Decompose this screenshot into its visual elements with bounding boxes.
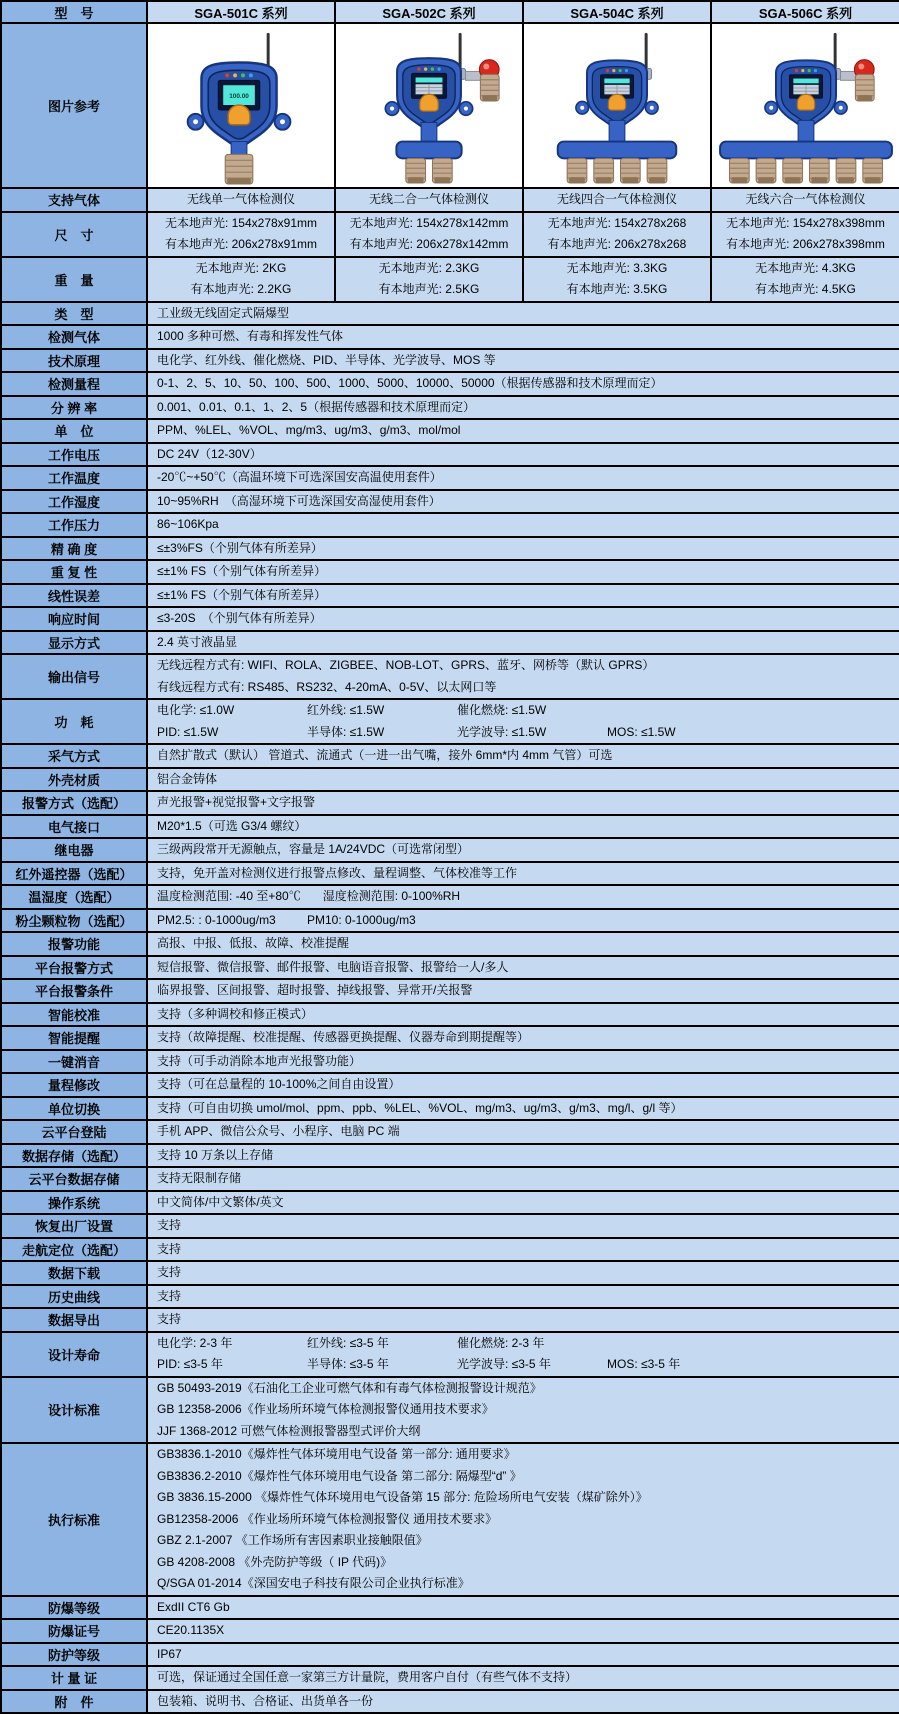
spec-row-value: 温度检测范围: -40 至+80℃ 湿度检测范围: 0-100%RH	[147, 885, 899, 909]
spec-row	[1, 1073, 899, 1097]
spec-row	[1, 325, 899, 349]
spec-row-label: 工作湿度	[1, 490, 147, 514]
spec-row	[1, 1308, 899, 1332]
spec-row-label: 外壳材质	[1, 768, 147, 792]
spec-row-label: 计 量 证	[1, 1666, 147, 1690]
size-row	[1, 212, 899, 257]
spec-row-label: 采气方式	[1, 744, 147, 768]
spec-row-label: 防爆等级	[1, 1596, 147, 1620]
spec-row-label: 恢复出厂设置	[1, 1214, 147, 1238]
spec-row	[1, 1003, 899, 1027]
gas-detector-illustration	[713, 25, 899, 186]
spec-row-value: 支持 10 万条以上存储	[147, 1144, 899, 1168]
spec-row-value: IP67	[147, 1643, 899, 1667]
spec-row-label: 电气接口	[1, 815, 147, 839]
spec-row	[1, 885, 899, 909]
spec-row	[1, 1191, 899, 1215]
spec-row-label: 防爆证号	[1, 1619, 147, 1643]
gas-cell: 无线四合一气体检测仪	[523, 188, 711, 212]
spec-row-value: 支持	[147, 1308, 899, 1332]
spec-row	[1, 1261, 899, 1285]
spec-row-label: 检测气体	[1, 325, 147, 349]
spec-row-value: 支持	[147, 1238, 899, 1262]
spec-row	[1, 1690, 899, 1714]
spec-row	[1, 1443, 899, 1596]
spec-row-value: ≤3-20S （个别气体有所差异）	[147, 607, 899, 631]
spec-row-label: 工作电压	[1, 443, 147, 467]
spec-row-value: 支持	[147, 1261, 899, 1285]
spec-row-value: 无线远程方式有: WIFI、ROLA、ZIGBEE、NOB-LOT、GPRS、蓝牙、网桥等（默认 GPRS） 有线远程方式有: RS485、RS232、4-20mA、0-5V、以太网口等	[147, 654, 899, 699]
spec-row-value: 支持	[147, 1214, 899, 1238]
spec-row-value: 支持（可在总量程的 10-100%之间自由设置）	[147, 1073, 899, 1097]
spec-row-value: 86~106Kpa	[147, 513, 899, 537]
spec-row-value: -20℃~+50℃（高温环境下可选深国安高温使用套件）	[147, 466, 899, 490]
row-label-images: 图片参考	[1, 23, 147, 188]
spec-row-label: 数据存储（选配）	[1, 1144, 147, 1168]
spec-row-label: 工作压力	[1, 513, 147, 537]
spec-row	[1, 443, 899, 467]
model-name-sga-502c: SGA-502C 系列	[335, 1, 523, 23]
spec-row-label: 功 耗	[1, 699, 147, 744]
spec-row-value: 2.4 英寸液晶显	[147, 631, 899, 655]
spec-row-value: 支持（可自由切换 umol/mol、ppm、ppb、%LEL、%VOL、mg/m3、ug/m3、g/m3、mg/l、g/l 等）	[147, 1097, 899, 1121]
spec-row-label: 报警功能	[1, 932, 147, 956]
spec-row-label: 单 位	[1, 419, 147, 443]
spec-row-label: 红外遥控器（选配）	[1, 862, 147, 886]
spec-row	[1, 932, 899, 956]
product-image-cell	[147, 23, 335, 188]
spec-row	[1, 584, 899, 608]
spec-row-value: PM2.5: : 0-1000ug/m3 PM10: 0-1000ug/m3	[147, 909, 899, 933]
spec-row-label: 单位切换	[1, 1097, 147, 1121]
spec-row	[1, 862, 899, 886]
spec-row-label: 类 型	[1, 302, 147, 326]
spec-row-label: 云平台数据存储	[1, 1167, 147, 1191]
gas-cell: 无线二合一气体检测仪	[335, 188, 523, 212]
spec-row-label: 分 辨 率	[1, 396, 147, 420]
spec-row-value: 0-1、2、5、10、50、100、500、1000、5000、10000、50000（根据传感器和技术原理而定）	[147, 372, 899, 396]
spec-row-label: 检测量程	[1, 372, 147, 396]
spec-row	[1, 1285, 899, 1309]
supported-gas-row	[1, 188, 899, 212]
spec-row-value: 电化学: 2-3 年 红外线: ≤3-5 年 催化燃烧: 2-3 年 PID: ≤3-5 年 半导体: ≤3-5 年 光学波导: ≤3-5 年 MOS: ≤3-5 年	[147, 1332, 899, 1377]
spec-row	[1, 909, 899, 933]
spec-row-value: 0.001、0.01、0.1、1、2、5（根据传感器和技术原理而定）	[147, 396, 899, 420]
spec-row-value: DC 24V（12-30V）	[147, 443, 899, 467]
spec-row-label: 设计寿命	[1, 1332, 147, 1377]
spec-row	[1, 791, 899, 815]
gas-cell: 无线六合一气体检测仪	[711, 188, 899, 212]
spec-row-value: ExdII CT6 Gb	[147, 1596, 899, 1620]
spec-row-value: 电化学: ≤1.0W 红外线: ≤1.5W 催化燃烧: ≤1.5W PID: ≤1.5W 半导体: ≤1.5W 光学波导: ≤1.5W MOS: ≤1.5W	[147, 699, 899, 744]
spec-row-value: ≤±1% FS（个别气体有所差异）	[147, 584, 899, 608]
spec-row-value: 支持，免开盖对检测仪进行报警点修改、量程调整、气体校准等工作	[147, 862, 899, 886]
spec-row-label: 附 件	[1, 1690, 147, 1714]
spec-row	[1, 838, 899, 862]
spec-row-value: PPM、%LEL、%VOL、mg/m3、ug/m3、g/m3、mol/mol	[147, 419, 899, 443]
svg-text:100.00: 100.00	[229, 93, 249, 101]
spec-row	[1, 466, 899, 490]
spec-row-label: 继电器	[1, 838, 147, 862]
spec-row-label: 智能提醒	[1, 1026, 147, 1050]
spec-row	[1, 979, 899, 1003]
model-name-sga-504c: SGA-504C 系列	[523, 1, 711, 23]
spec-row	[1, 1619, 899, 1643]
spec-row	[1, 302, 899, 326]
size-cell: 无本地声光: 154x278x398mm 有本地声光: 206x278x398mm	[711, 212, 899, 257]
spec-row	[1, 1596, 899, 1620]
spec-row	[1, 815, 899, 839]
spec-row-label: 云平台登陆	[1, 1120, 147, 1144]
spec-row-label: 响应时间	[1, 607, 147, 631]
spec-row	[1, 631, 899, 655]
spec-row	[1, 1097, 899, 1121]
spec-row-value: ≤±1% FS（个别气体有所差异）	[147, 560, 899, 584]
row-label-weight: 重 量	[1, 257, 147, 302]
spec-row-value: 支持（故障提醒、校准提醒、传感器更换提醒、仪器寿命到期提醒等）	[147, 1026, 899, 1050]
model-name-sga-501c: SGA-501C 系列	[147, 1, 335, 23]
weight-cell: 无本地声光: 4.3KG 有本地声光: 4.5KG	[711, 257, 899, 302]
spec-row	[1, 1643, 899, 1667]
spec-row	[1, 607, 899, 631]
spec-row	[1, 654, 899, 699]
spec-row-label: 走航定位（选配）	[1, 1238, 147, 1262]
spec-row-value: 三级两段常开无源触点，容量是 1A/24VDC（可选常闭型）	[147, 838, 899, 862]
spec-row-value: 短信报警、微信报警、邮件报警、电脑语音报警、报警给一人/多人	[147, 956, 899, 980]
row-label-model: 型 号	[1, 1, 147, 23]
spec-row-label: 报警方式（选配）	[1, 791, 147, 815]
spec-row	[1, 1167, 899, 1191]
spec-row-value: 铝合金铸体	[147, 768, 899, 792]
spec-row-label: 显示方式	[1, 631, 147, 655]
product-image-cell	[523, 23, 711, 188]
spec-row-label: 输出信号	[1, 654, 147, 699]
spec-row-value: 可选，保证通过全国任意一家第三方计量院，费用客户自付（有些气体不支持）	[147, 1666, 899, 1690]
spec-row	[1, 1050, 899, 1074]
spec-row-value: M20*1.5（可选 G3/4 螺纹）	[147, 815, 899, 839]
spec-row-label: 执行标准	[1, 1443, 147, 1596]
spec-row-label: 温湿度（选配）	[1, 885, 147, 909]
spec-row-label: 技术原理	[1, 349, 147, 373]
spec-row-value: 临界报警、区间报警、超时报警、掉线报警、异常开/关报警	[147, 979, 899, 1003]
spec-row	[1, 1332, 899, 1377]
weight-cell: 无本地声光: 2KG 有本地声光: 2.2KG	[147, 257, 335, 302]
spec-row-value: GB 50493-2019《石油化工企业可燃气体和有毒气体检测报警设计规范》 GB 12358-2006《作业场所环境气体检测报警仪通用技术要求》 JJF 1368-2012 可燃气体检测报警器型式评价大纲	[147, 1377, 899, 1444]
spec-row-value: 自然扩散式（默认） 管道式、流通式（一进一出气嘴，接外 6mm*内 4mm 气管）可选	[147, 744, 899, 768]
spec-row-label: 精 确 度	[1, 537, 147, 561]
gas-detector-illustration	[336, 25, 522, 186]
spec-row-label: 工作温度	[1, 466, 147, 490]
spec-row-label: 历史曲线	[1, 1285, 147, 1309]
spec-row	[1, 372, 899, 396]
spec-row	[1, 1144, 899, 1168]
weight-row	[1, 257, 899, 302]
spec-row-label: 防护等级	[1, 1643, 147, 1667]
spec-row-label: 平台报警条件	[1, 979, 147, 1003]
gas-detector-illustration	[524, 25, 710, 186]
size-cell: 无本地声光: 154x278x268 有本地声光: 206x278x268	[523, 212, 711, 257]
spec-row	[1, 560, 899, 584]
spec-row-value: 支持（可手动消除本地声光报警功能）	[147, 1050, 899, 1074]
spec-row-value: 声光报警+视觉报警+文字报警	[147, 791, 899, 815]
spec-row	[1, 349, 899, 373]
spec-row-value: 工业级无线固定式隔爆型	[147, 302, 899, 326]
spec-row-label: 量程修改	[1, 1073, 147, 1097]
size-cell: 无本地声光: 154x278x142mm 有本地声光: 206x278x142mm	[335, 212, 523, 257]
spec-row-label: 操作系统	[1, 1191, 147, 1215]
spec-row-label: 线性误差	[1, 584, 147, 608]
spec-row-label: 平台报警方式	[1, 956, 147, 980]
spec-row	[1, 513, 899, 537]
spec-row-value: 中文简体/中文繁体/英文	[147, 1191, 899, 1215]
spec-row-value: 高报、中报、低报、故障、校准提醒	[147, 932, 899, 956]
row-label-gas: 支持气体	[1, 188, 147, 212]
spec-row-label: 设计标准	[1, 1377, 147, 1444]
spec-row	[1, 1026, 899, 1050]
spec-row-value: 支持无限制存储	[147, 1167, 899, 1191]
spec-row	[1, 768, 899, 792]
spec-row-label: 一键消音	[1, 1050, 147, 1074]
spec-row-value: GB3836.1-2010《爆炸性气体环境用电气设备 第一部分: 通用要求》 GB3836.2-2010《爆炸性气体环境用电气设备 第二部分: 隔爆型“d” 》 GB 3836.15-2000 《爆炸性气体环境用电气设备第 15 部分: 危险场所电气安装（煤矿除外）》 GB12358-2006 《作业场所环境气体检测报警仪 通用技术要求》 GBZ 2.1-2007 《工作场所有害因素职业接触限值》 GB 4208-2008 《外壳防护等级（ IP 代码)》 Q/SGA 01-2014《深国安电子科技有限公司企业执行标准》	[147, 1443, 899, 1596]
weight-cell: 无本地声光: 2.3KG 有本地声光: 2.5KG	[335, 257, 523, 302]
spec-row-value: 电化学、红外线、催化燃烧、PID、半导体、光学波导、MOS 等	[147, 349, 899, 373]
model-header-row	[1, 1, 899, 23]
product-image-cell	[335, 23, 523, 188]
size-cell: 无本地声光: 154x278x91mm 有本地声光: 206x278x91mm	[147, 212, 335, 257]
product-image-cell	[711, 23, 899, 188]
image-row	[1, 23, 899, 188]
spec-row-value: 1000 多种可燃、有毒和挥发性气体	[147, 325, 899, 349]
spec-row-value: 支持（多种调校和修正模式）	[147, 1003, 899, 1027]
spec-row-value: CE20.1135X	[147, 1619, 899, 1643]
gas-detector-illustration	[148, 25, 334, 186]
spec-row-label: 粉尘颗粒物（选配）	[1, 909, 147, 933]
spec-row	[1, 1238, 899, 1262]
gas-cell: 无线单一气体检测仪	[147, 188, 335, 212]
weight-cell: 无本地声光: 3.3KG 有本地声光: 3.5KG	[523, 257, 711, 302]
spec-row	[1, 419, 899, 443]
spec-row-label: 重 复 性	[1, 560, 147, 584]
spec-row	[1, 956, 899, 980]
spec-row	[1, 1377, 899, 1444]
spec-row	[1, 490, 899, 514]
spec-row-value: 包装箱、说明书、合格证、出货单各一份	[147, 1690, 899, 1714]
row-label-size: 尺 寸	[1, 212, 147, 257]
spec-row-value: 手机 APP、微信公众号、小程序、电脑 PC 端	[147, 1120, 899, 1144]
spec-row-label: 智能校准	[1, 1003, 147, 1027]
spec-row	[1, 537, 899, 561]
spec-row	[1, 744, 899, 768]
spec-row-value: ≤±3%FS（个别气体有所差异）	[147, 537, 899, 561]
spec-row	[1, 396, 899, 420]
spec-row	[1, 699, 899, 744]
spec-row-value: 10~95%RH （高湿环境下可选深国安高湿使用套件）	[147, 490, 899, 514]
spec-row-label: 数据导出	[1, 1308, 147, 1332]
spec-row-label: 数据下载	[1, 1261, 147, 1285]
spec-row	[1, 1120, 899, 1144]
spec-row	[1, 1666, 899, 1690]
model-name-sga-506c: SGA-506C 系列	[711, 1, 899, 23]
spec-row-value: 支持	[147, 1285, 899, 1309]
spec-row	[1, 1214, 899, 1238]
